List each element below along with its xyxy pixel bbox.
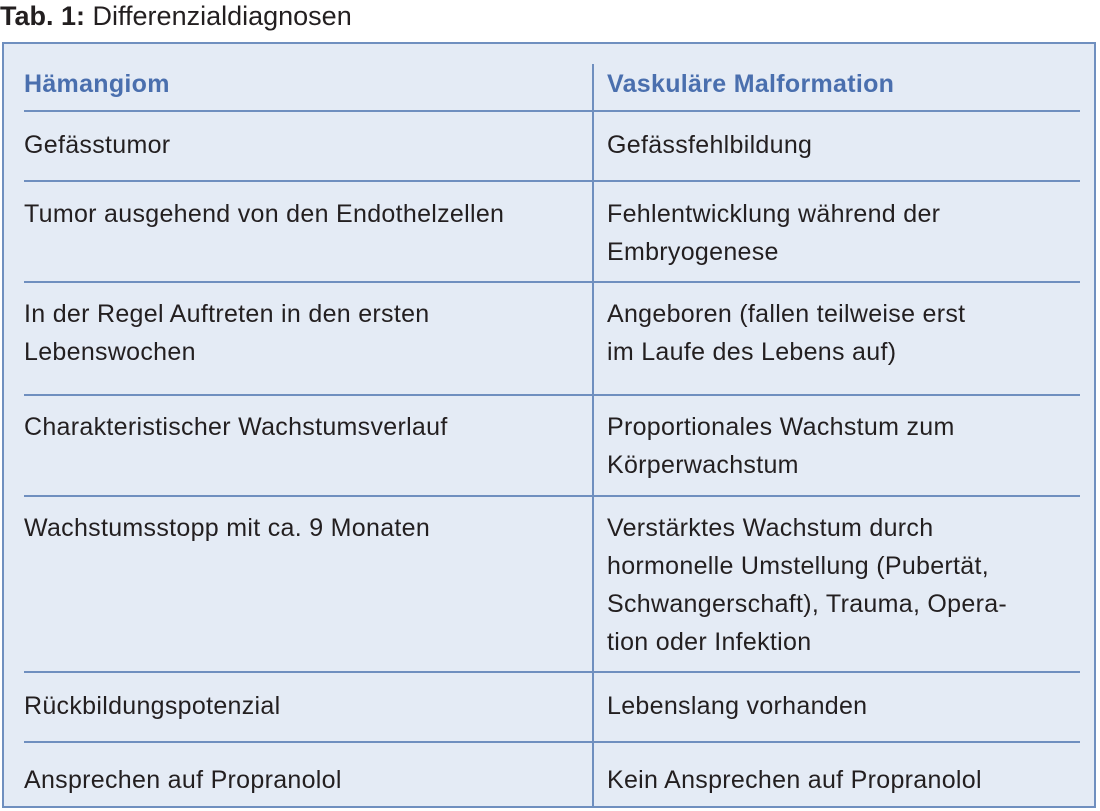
table-row [24, 497, 1080, 673]
table-cell-haemangiom [24, 408, 584, 446]
table-cell-line: im Laufe des Lebens auf) [607, 338, 897, 366]
table-cell-line: Rückbildungspotenzial [24, 692, 281, 720]
table-cell-line: Embryogenese [607, 238, 779, 266]
table-cell-line: Lebenswochen [24, 338, 196, 366]
table-caption [0, 0, 352, 36]
table-cell-haemangiom [24, 295, 584, 371]
header-cell-vaskulaere-malformation: Vaskuläre Malformation [607, 70, 895, 98]
table-cell-haemangiom [24, 509, 584, 547]
table-cell-line: Gefässtumor [24, 131, 171, 159]
table-cell-malformation [607, 195, 1077, 271]
table-cell-line: Schwangerschaft), Trauma, Opera- [607, 590, 1008, 618]
table-cell-line: Fehlentwicklung während der [607, 200, 941, 228]
table-cell-line: Lebenslang vorhanden [607, 692, 868, 720]
table-cell-line: Körperwachstum [607, 451, 799, 479]
table-cell-malformation [607, 761, 1077, 799]
table-cell-malformation [607, 509, 1077, 661]
table-caption-title: Differenzialdiagnosen [92, 1, 352, 31]
table-cell-line: In der Regel Auftreten in den ersten [24, 300, 430, 328]
table-row [24, 743, 1080, 806]
table-row [24, 112, 1080, 182]
differential-diagnosis-table [2, 42, 1096, 808]
table-row [24, 182, 1080, 283]
table-cell-haemangiom [24, 195, 584, 233]
table-cell-malformation [607, 408, 1077, 484]
table-cell-line: Charakteristischer Wachstumsverlauf [24, 413, 448, 441]
table-cell-line: Ansprechen auf Propranolol [24, 766, 342, 794]
table-cell-line: hormonelle Umstellung (Pubertät, [607, 552, 989, 580]
table-cell-line: Tumor ausgehend von den Endothelzellen [24, 200, 505, 228]
table-caption-label: Tab. 1: [0, 1, 86, 31]
table-cell-line: Verstärktes Wachstum durch [607, 514, 934, 542]
table-row [24, 673, 1080, 743]
table-cell-malformation [607, 295, 1077, 371]
table-cell-haemangiom [24, 761, 584, 799]
table-cell-malformation [607, 687, 1077, 725]
table-row [24, 283, 1080, 396]
header-cell-hamangiom: Hämangiom [24, 70, 170, 98]
table-cell-haemangiom [24, 126, 584, 164]
table-cell-line: Proportionales Wachstum zum [607, 413, 955, 441]
table-cell-line: Kein Ansprechen auf Propranolol [607, 766, 982, 794]
table-cell-line: Wachstumsstopp mit ca. 9 Monaten [24, 514, 431, 542]
table-cell-line: Angeboren (fallen teilweise erst [607, 300, 966, 328]
table-row [24, 396, 1080, 497]
table-cell-line: Gefässfehlbildung [607, 131, 813, 159]
table-cell-line: tion oder Infektion [607, 628, 812, 656]
table-cell-haemangiom [24, 687, 584, 725]
table-cell-malformation [607, 126, 1077, 164]
table-header-row [24, 64, 1080, 112]
